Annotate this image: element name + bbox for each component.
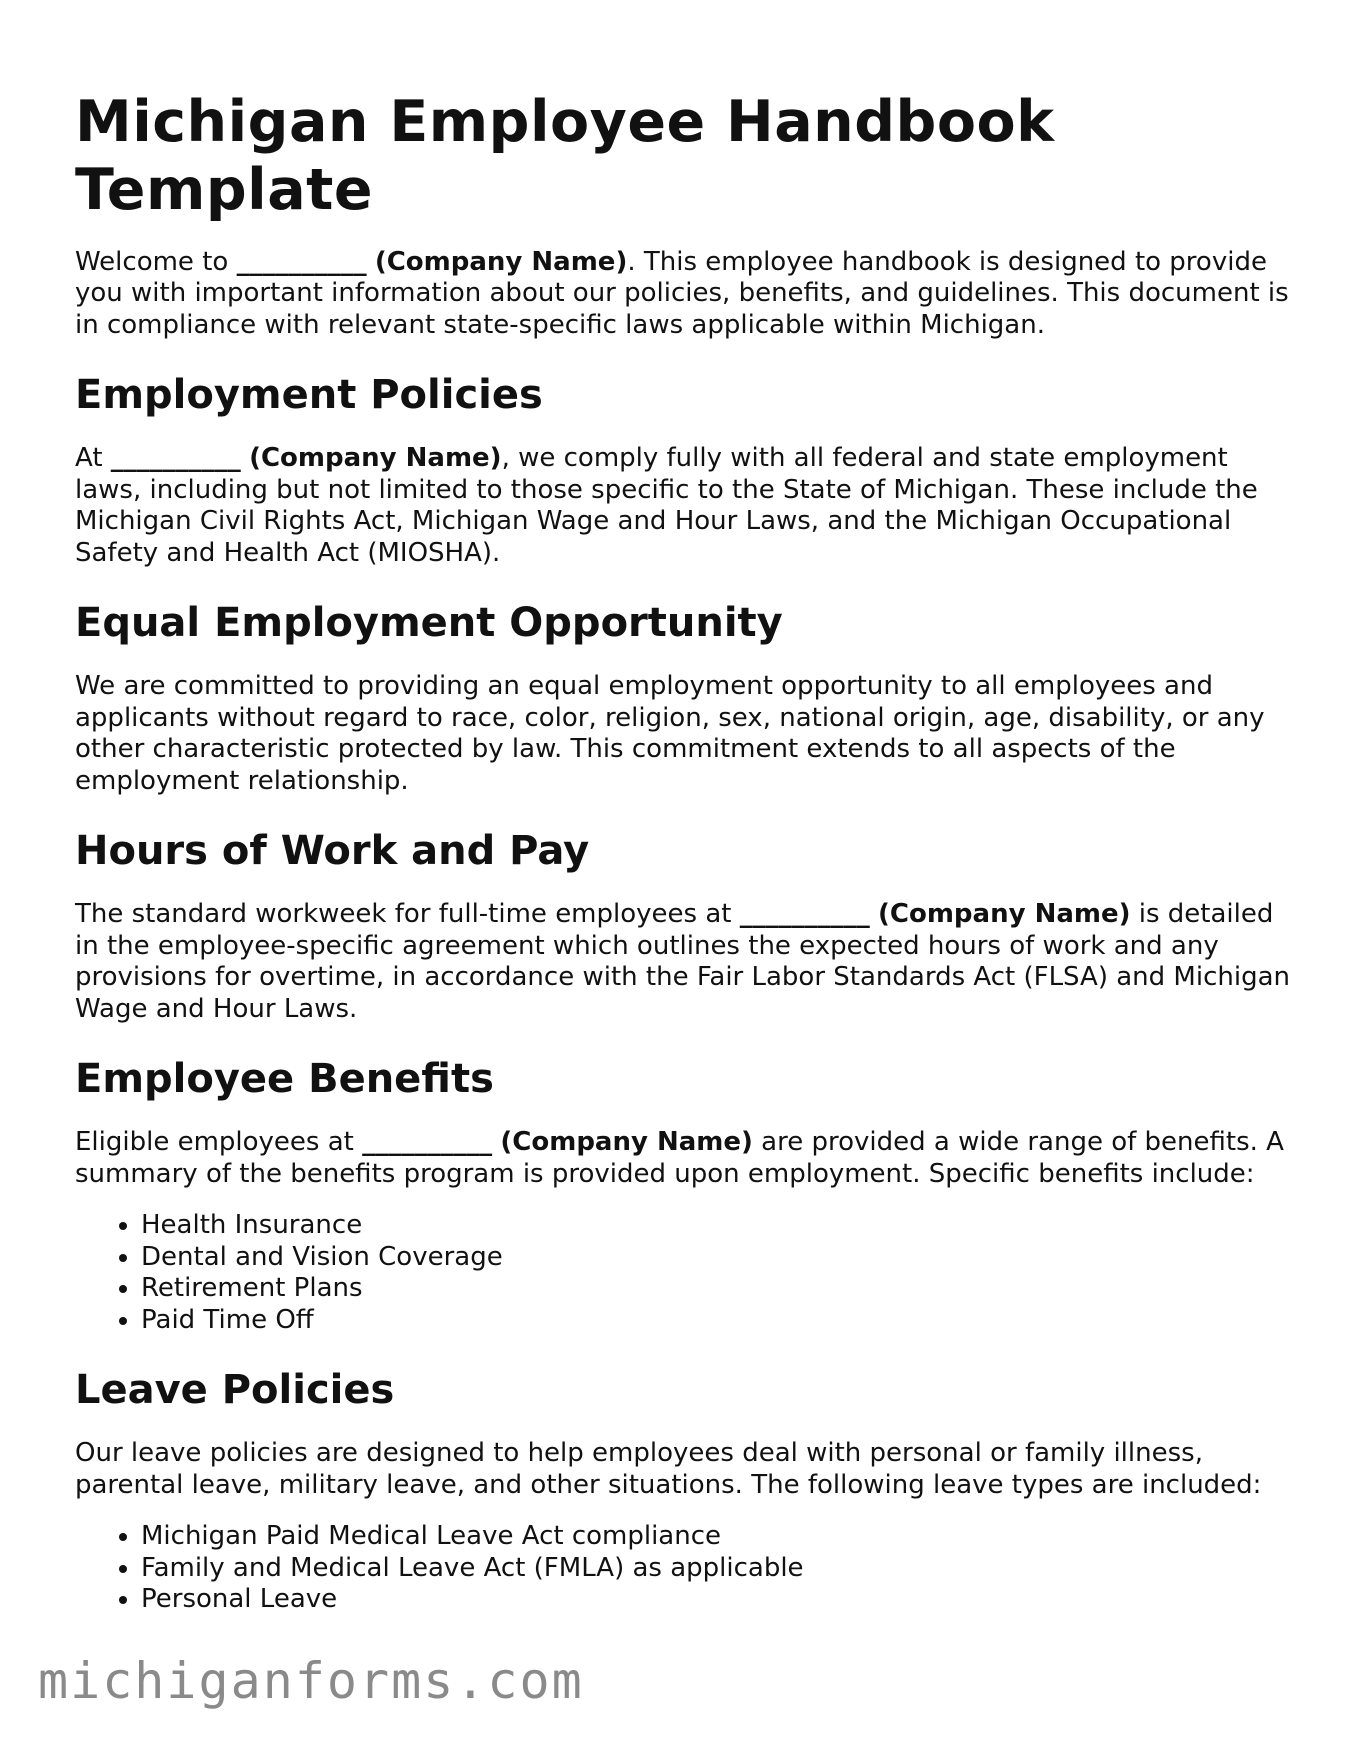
benefits-prefix: Eligible employees at — [75, 1127, 363, 1158]
company-placeholder: (Company Name) — [500, 1127, 753, 1158]
employment-prefix: At — [75, 443, 111, 474]
benefits-suffix: are provided a wide range of benefits. A summary of the benefits program is provided upon employment. Specific benefits include: — [75, 1127, 1284, 1189]
company-placeholder: (Company Name) — [878, 899, 1131, 930]
section-heading-employment-policies: Employment Policies — [75, 372, 543, 419]
company-blank: __________ — [739, 899, 870, 930]
document-page — [75, 88, 1295, 1616]
intro-prefix: Welcome to — [75, 246, 237, 277]
list-item: • Michigan Paid Medical Leave Act compliance — [141, 1521, 1295, 1553]
list-item: • Family and Medical Leave Act (FMLA) as applicable — [141, 1553, 1295, 1585]
section-heading-hours-pay: Hours of Work and Pay — [75, 828, 590, 875]
employment-suffix: , we comply fully with all federal and state employment laws, including but not limited to those specific to the State of Michigan. These include the Michigan Civil Rights Act, Michigan Wage and Hour Laws, and the Michigan Occupational Safety and Health Act (MIOSHA). — [75, 443, 1258, 568]
section-heading-equal-opportunity: Equal Employment Opportunity — [75, 600, 783, 647]
list-item: • Personal Leave — [141, 1584, 1295, 1616]
hours-pay-paragraph — [75, 899, 1295, 1025]
company-placeholder: (Company Name) — [249, 443, 502, 474]
intro-paragraph — [75, 247, 1295, 342]
list-item: • Dental and Vision Coverage — [141, 1242, 1295, 1274]
list-item: • Paid Time Off — [141, 1305, 1295, 1337]
leave-paragraph: Our leave policies are designed to help employees deal with personal or family illness, parental leave, military leave, and other situations. The following leave types are included: — [75, 1438, 1262, 1500]
hours-prefix: The standard workweek for full-time employees at — [75, 899, 740, 930]
list-item: • Retirement Plans — [141, 1273, 1295, 1305]
section-heading-benefits: Employee Benefits — [75, 1056, 494, 1103]
hours-suffix: is detailed in the employee-specific agreement which outlines the expected hours of work and any provisions for overtime, in accordance with the Fair Labor Standards Act (FLSA) and Michigan Wage and Hour Laws. — [75, 899, 1290, 1024]
company-blank: __________ — [110, 443, 241, 474]
company-placeholder: (Company Name) — [374, 246, 628, 277]
company-blank: __________ — [236, 246, 367, 277]
site-watermark: michiganforms.com — [38, 1652, 584, 1710]
company-blank: __________ — [362, 1127, 493, 1158]
section-heading-leave: Leave Policies — [75, 1367, 395, 1414]
benefits-list — [75, 1210, 1295, 1336]
intro-suffix: . This employee handbook is designed to provide you with important information about our policies, benefits, and guidelines. This document is in compliance with relevant state-specific laws applicable within Michigan. — [75, 246, 1289, 340]
benefits-paragraph — [75, 1127, 1295, 1190]
equal-opportunity-paragraph: We are committed to providing an equal employment opportunity to all employees and applicants without regard to race, color, religion, sex, national origin, age, disability, or any other characteristic protected by law. This commitment extends to all aspects of the employment relationship. — [75, 671, 1265, 796]
leave-list — [75, 1521, 1295, 1616]
document-title: Michigan Employee Handbook Template — [75, 89, 1055, 224]
list-item: • Health Insurance — [141, 1210, 1295, 1242]
employment-policies-paragraph — [75, 443, 1295, 569]
